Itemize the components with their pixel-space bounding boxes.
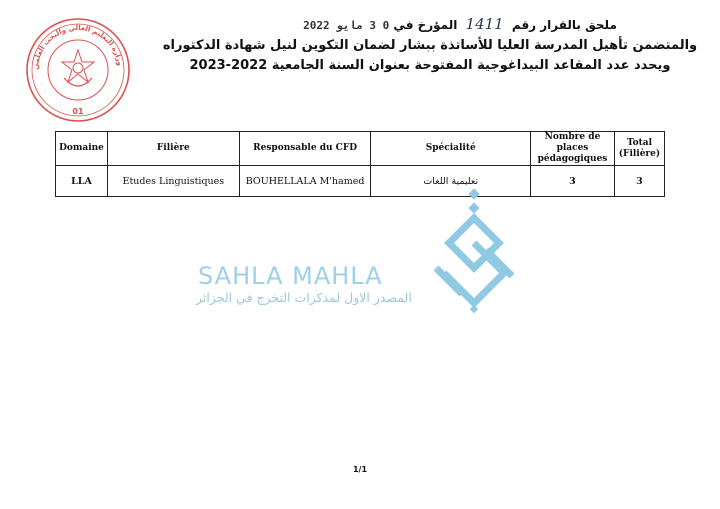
- page-number: 1/1: [352, 465, 368, 474]
- header-line1-prefix: ملحق بالقرار رقم: [511, 18, 617, 32]
- stamp-ring-text: وزارة التعليم العالي والبحث العلمي: [31, 23, 124, 71]
- table-row: [56, 166, 665, 197]
- watermark-title: SAHLA MAHLA: [198, 262, 383, 290]
- stamp-number: 01: [72, 107, 84, 116]
- cell-places: 3: [531, 166, 615, 197]
- header-line-2: والمتضمن تأهيل المدرسة العليا للأساتذة ببشار لضمان التكوين لنيل شهادة الدكتوراه: [162, 38, 698, 53]
- header-line1-middle: المؤرخ في: [393, 18, 458, 32]
- decree-header: [150, 14, 710, 76]
- table-header-row: [56, 132, 665, 166]
- header-places: Nombre de places pédagogiques: [531, 132, 615, 166]
- pedagogical-places-table: [55, 131, 665, 197]
- header-filiere: Filière: [107, 132, 239, 166]
- cell-specialite: تعليمية اللغات: [371, 166, 531, 197]
- header-specialite: Spécialité: [371, 132, 531, 166]
- cell-domaine: LLA: [56, 166, 108, 197]
- header-line-3: ويحدد عدد المقاعد البيداغوجية المفتوحة بعنوان السنة الجامعية 2022-2023: [189, 58, 671, 73]
- decree-date: 0 3 مايو 2022: [303, 19, 390, 32]
- stamp-seal-icon: [24, 16, 132, 124]
- header-responsable: Responsable du CFD: [239, 132, 371, 166]
- official-stamp: [24, 16, 132, 124]
- decree-number: 1411: [465, 15, 504, 33]
- header-total: Total (Filière): [614, 132, 664, 166]
- watermark-logo-icon: [424, 188, 524, 318]
- header-line-1: [210, 14, 710, 36]
- cell-responsable: BOUHELLALA M'hamed: [239, 166, 371, 197]
- watermark-subtitle: المصدر الاول لمذكرات التخرج في الجزائر: [196, 290, 412, 305]
- header-domaine: Domaine: [56, 132, 108, 166]
- cell-filiere: Etudes Linguistiques: [107, 166, 239, 197]
- cell-total: 3: [614, 166, 664, 197]
